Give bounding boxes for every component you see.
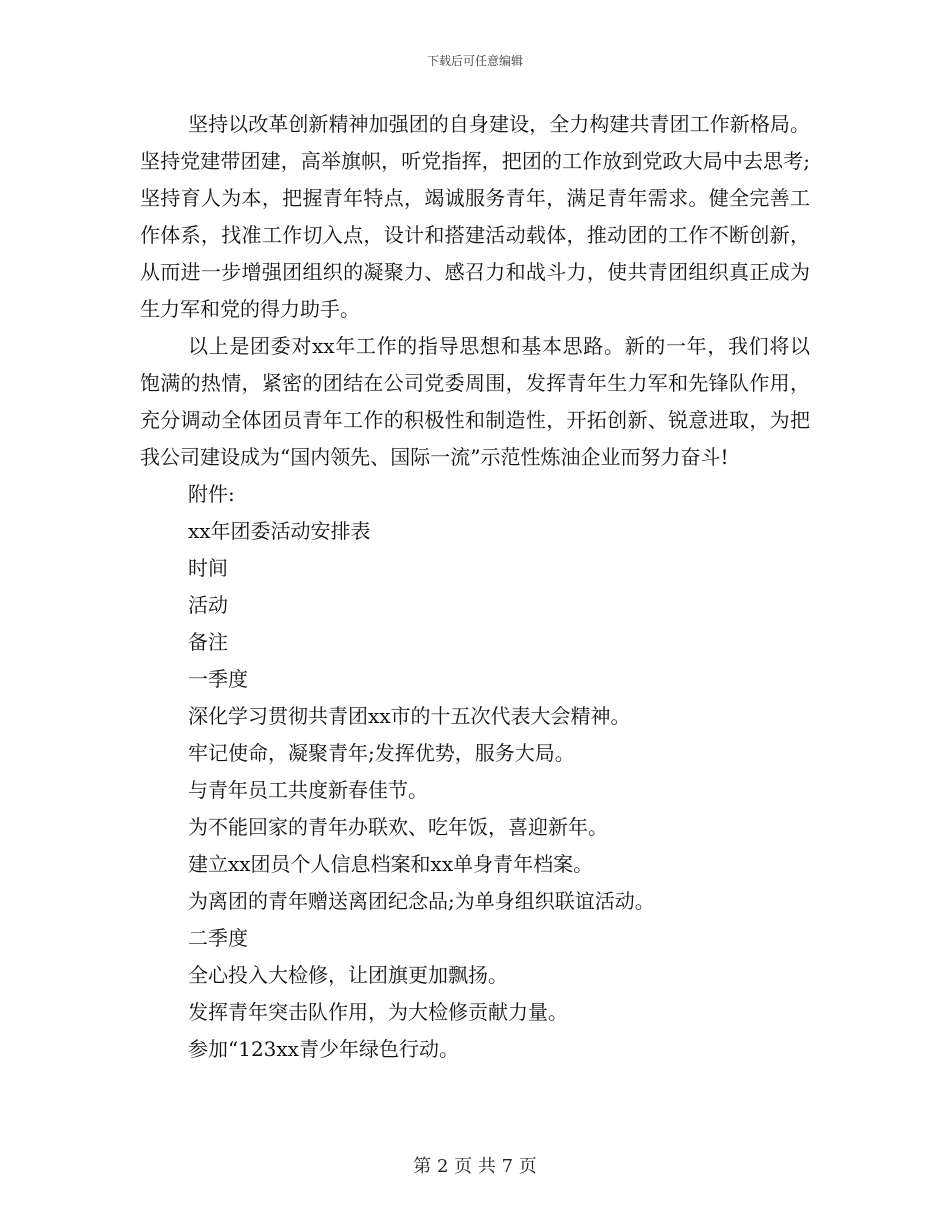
body-paragraph: 坚持以改革创新精神加强团的自身建设，全力构建共青团工作新格局。坚持党建带团建，高举旗帜，听党指挥，把团的工作放到党政大局中去思考;坚持育人为本，把握青年特点，竭诚服务青年，满足青年需求。健全完善工作体系，找准工作切入点，设计和搭建活动载体，推动团的工作不断创新，从而进一步增强团组织的凝聚力、感召力和战斗力，使共青团组织真正成为生力军和党的得力助手。	[140, 112, 810, 321]
column-header-remarks: 备注	[188, 630, 228, 654]
schedule-item: 深化学习贯彻共青团xx市的十五次代表大会精神。	[188, 704, 631, 728]
schedule-item: 建立xx团员个人信息档案和xx单身青年档案。	[188, 852, 594, 876]
schedule-item: 牢记使命，凝聚青年;发挥优势，服务大局。	[188, 741, 575, 765]
document-body	[140, 106, 810, 1068]
page-number: 第 2 页 共 7 页	[413, 1156, 537, 1177]
quarter-heading: 二季度	[188, 926, 248, 950]
schedule-item: 为不能回家的青年办联欢、吃年饭，喜迎新年。	[188, 815, 608, 839]
schedule-item: 为离团的青年赠送离团纪念品;为单身组织联谊活动。	[188, 889, 655, 913]
column-header-activity: 活动	[188, 593, 228, 617]
page-header: 下载后可任意编辑	[426, 54, 523, 68]
quarter-heading: 一季度	[188, 667, 248, 691]
schedule-item: 发挥青年突击队作用，为大检修贡献力量。	[188, 1000, 568, 1024]
attachment-label: 附件:	[188, 482, 235, 506]
schedule-title: xx年团委活动安排表	[188, 519, 371, 543]
schedule-item: 与青年员工共度新春佳节。	[188, 778, 428, 802]
schedule-item: 全心投入大检修，让团旗更加飘扬。	[188, 963, 508, 987]
body-paragraph: 以上是团委对xx年工作的指导思想和基本思路。新的一年，我们将以饱满的热情，紧密的团结在公司党委周围，发挥青年生力军和先锋队作用，充分调动全体团员青年工作的积极性和制造性，开拓创新、锐意进取，为把我公司建设成为“国内领先、国际一流”示范性炼油企业而努力奋斗!	[140, 334, 810, 469]
schedule-item: 参加“123xx青少年绿色行动。	[188, 1037, 459, 1061]
column-header-time: 时间	[188, 556, 228, 580]
